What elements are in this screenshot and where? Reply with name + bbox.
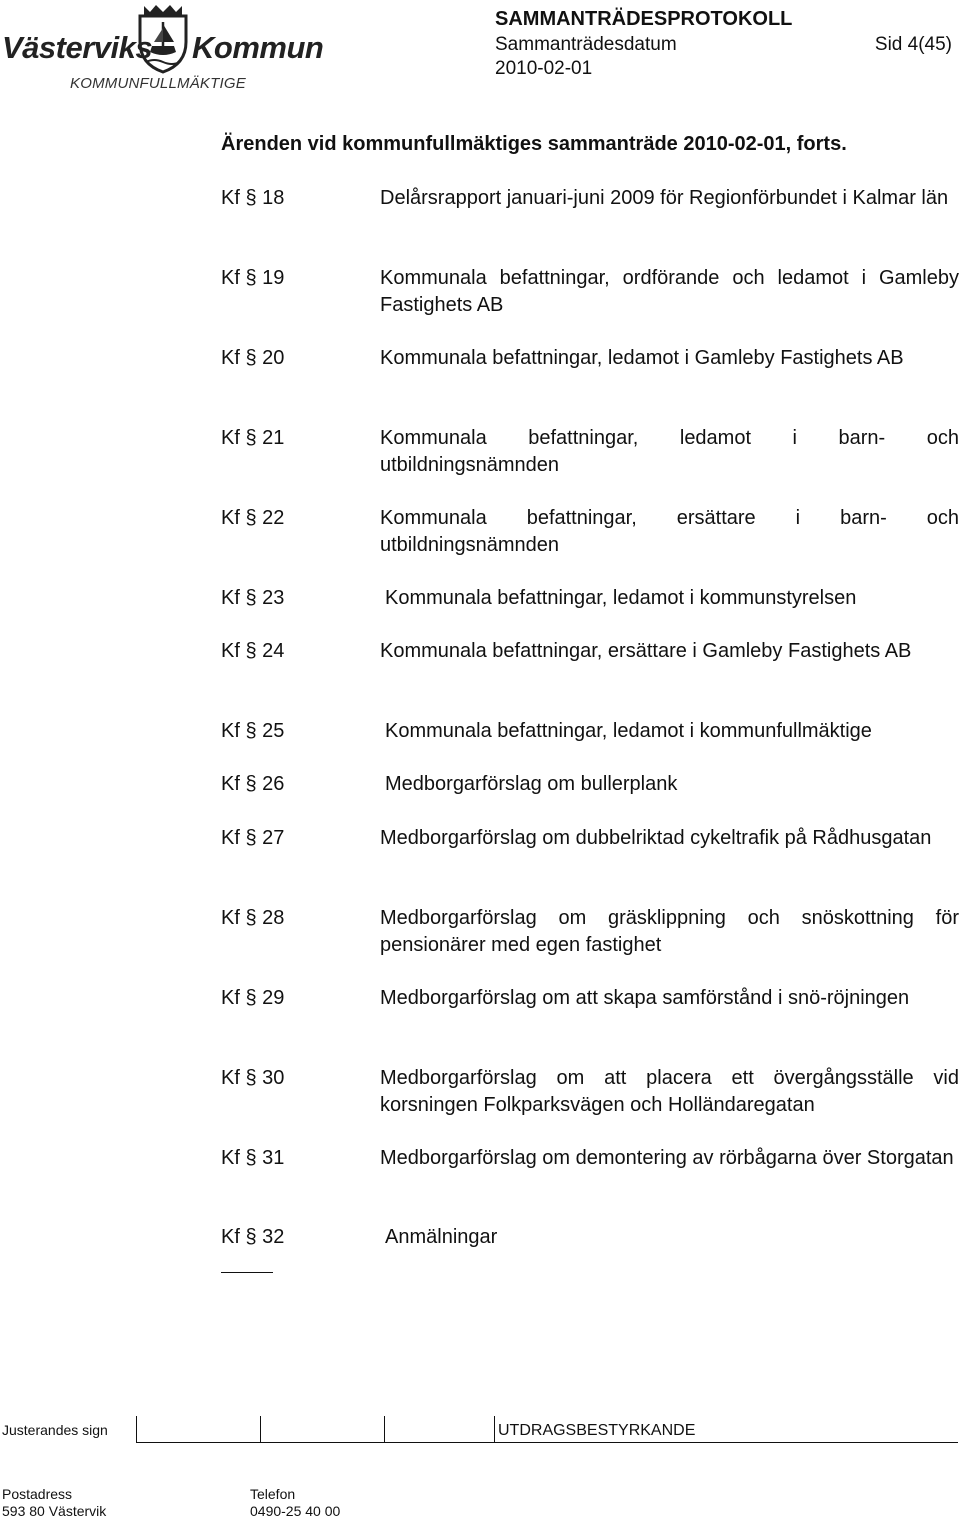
item-title: Medborgarförslag om att skapa samförstånd i snö-röjningen <box>380 987 910 1009</box>
item-number: Kf § 27 <box>221 827 285 849</box>
item-title: Medborgarförslag om demontering av rörbågarna över Storgatan <box>380 1147 954 1169</box>
item-title: Kommunala befattningar, ersättare i Gamleby Fastighets AB <box>380 640 912 662</box>
meeting-date-label: Sammanträdesdatum <box>495 34 677 55</box>
item-title: Delårsrapport januari-juni 2009 för Regionförbundet i Kalmar län <box>380 187 949 209</box>
item-number: Kf § 30 <box>221 1067 285 1089</box>
logo-subtitle: KOMMUNFULLMÄKTIGE <box>70 75 246 92</box>
item-title: Medborgarförslag om gräsklippning och snöskottning för pensionärer med egen fastighet <box>380 907 959 956</box>
meeting-date: 2010-02-01 <box>495 58 593 79</box>
address-label: Postadress <box>2 1486 73 1502</box>
item-title: Kommunala befattningar, ledamot i barn- och utbildningsnämnden <box>380 427 959 476</box>
item-title: Kommunala befattningar, ordförande och ledamot i Gamleby Fastighets AB <box>380 267 959 316</box>
signature-label: Justerandes sign <box>2 1422 108 1438</box>
item-title: Kommunala befattningar, ledamot i kommunstyrelsen <box>385 587 857 609</box>
item-title: Kommunala befattningar, ledamot i kommunfullmäktige <box>385 720 872 742</box>
end-marker-line <box>221 1272 273 1273</box>
item-number: Kf § 26 <box>221 773 285 795</box>
item-number: Kf § 22 <box>221 507 285 529</box>
item-title: Kommunala befattningar, ersättare i barn- och utbildningsnämnden <box>380 507 959 556</box>
item-number: Kf § 19 <box>221 267 285 289</box>
phone-label: Telefon <box>250 1486 296 1502</box>
signature-field-divider <box>136 1416 137 1442</box>
logo-word-vastervik: Västerviks <box>2 30 153 65</box>
municipality-logo <box>2 2 324 98</box>
phone-number: 0490-25 40 00 <box>250 1503 341 1519</box>
item-number: Kf § 24 <box>221 640 285 662</box>
signature-field-divider <box>494 1416 495 1442</box>
item-title: Kommunala befattningar, ledamot i Gamleby Fastighets AB <box>380 347 904 369</box>
certification-label: UTDRAGSBESTYRKANDE <box>498 1422 696 1439</box>
item-number: Kf § 21 <box>221 427 285 449</box>
item-number: Kf § 29 <box>221 987 285 1009</box>
logo-word-kommun: Kommun <box>192 30 324 65</box>
item-title: Medborgarförslag om dubbelriktad cykeltrafik på Rådhusgatan <box>380 827 932 849</box>
item-title: Anmälningar <box>385 1226 498 1248</box>
item-title: Medborgarförslag om att placera ett övergångsställe vid korsningen Folkparksvägen och Holländaregatan <box>380 1067 959 1116</box>
item-number: Kf § 31 <box>221 1147 285 1169</box>
item-number: Kf § 20 <box>221 347 285 369</box>
item-number: Kf § 23 <box>221 587 285 609</box>
item-title: Medborgarförslag om bullerplank <box>385 773 678 795</box>
signature-underline <box>136 1442 958 1443</box>
item-number: Kf § 25 <box>221 720 285 742</box>
signature-field-divider <box>384 1416 385 1442</box>
page-heading: Ärenden vid kommunfullmäktiges sammanträde 2010-02-01, forts. <box>221 133 847 155</box>
item-number: Kf § 18 <box>221 187 285 209</box>
postal-address: 593 80 Västervik <box>2 1503 107 1519</box>
item-number: Kf § 28 <box>221 907 285 929</box>
document-type: SAMMANTRÄDESPROTOKOLL <box>495 8 793 30</box>
signature-field-divider <box>260 1416 261 1442</box>
page-number: Sid 4(45) <box>874 34 952 55</box>
item-number: Kf § 32 <box>221 1226 285 1248</box>
